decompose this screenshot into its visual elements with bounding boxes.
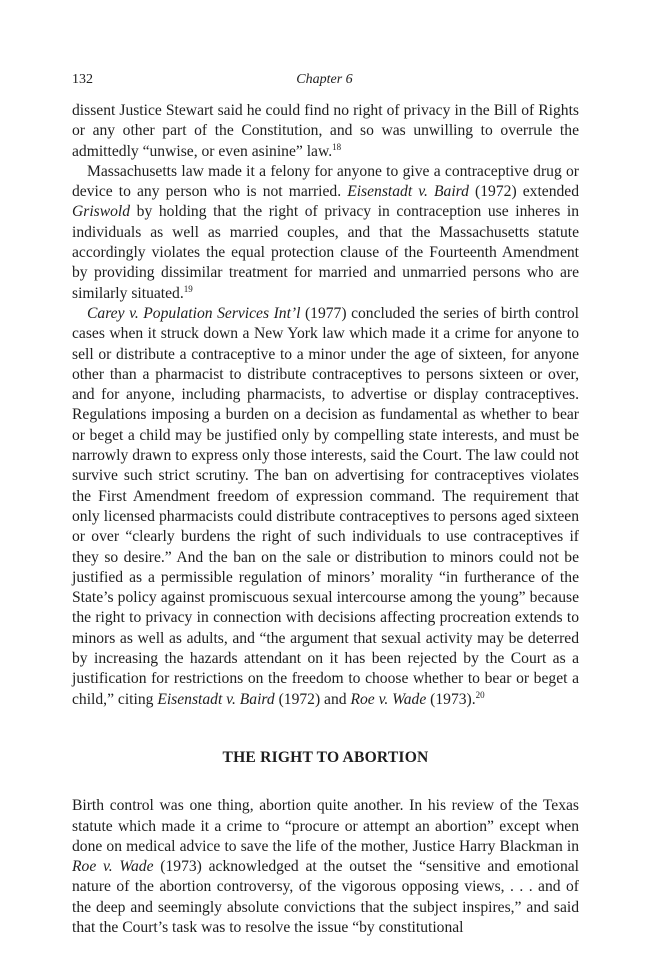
section-heading: THE RIGHT TO ABORTION xyxy=(222,748,429,766)
case-name: Roe v. Wade xyxy=(72,858,154,876)
case-name: Griswold xyxy=(72,203,131,221)
case-name: Carey v. Population Services Int’l xyxy=(87,304,301,322)
case-name: Eisenstadt v. Baird xyxy=(157,690,275,708)
footnote-ref-19: 19 xyxy=(183,283,193,294)
paragraph-carey: Carey v. Population Services Int’l (1977) concluded the series of birth control cases when it struck down a New York law which made it a crime for anyone to sell or distribute a contraceptive to a minor under the age of sixteen, for anyone other than a pharmacist to distribute contraceptives to persons sixteen or over, and for anyone, including pharmacists, to advertise or display contraceptives. Regulations imposing a burden on a decision as fundamental as whether to bear or beget a child may be justified only by compelling state interests, and must be narrowly drawn to express only those interests, said the Court. The law could not survive such strict scrutiny. The ban on advertising for contraceptives violates the First Amendment freedom of expression command. The requirement that only licensed pharmacists could distribute contraceptives to persons aged sixteen or over “clearly burdens the right of such individuals to use contraceptives if they so desire.” And the ban on the sale or distribution to minors could not be justified as a permissible regulation of minors’ morality “in furtherance of the State’s policy against promiscuous sexual intercourse among the young” because the right to privacy in connection with decisions affecting procreation extends to minors as well as adults, and “the argument that sexual activity may be deterred by increasing the hazards attendant on it has been rejected by the Court as a justification for restrictions on the freedom to choose whether to bear or beget a child,” citing Eisenstadt v. Baird (1972) and Roe v. Wade (1973).$^{20}$ xyxy=(72,304,580,708)
paragraph-dissent: dissent Justice Stewart said he could find no right of privacy in the Bill of Rights or any other part of the Constitution, and so was unwilling to overrule the admittedly “unwise, or even asinine” law.$^{18}$ xyxy=(72,102,579,160)
page-number: 132 xyxy=(72,72,93,87)
running-head xyxy=(72,70,577,90)
body-text xyxy=(72,101,579,938)
chapter-label: Chapter 6 xyxy=(296,72,353,87)
footnote-ref-18: 18 xyxy=(332,141,342,152)
paragraph-abortion: Birth control was one thing, abortion quite another. In his review of the Texas statute which made it a crime to “procure or attempt an abortion” except when done on medical advice to save the life of the mother, Justice Harry Blackman in Roe v. Wade (1973) acknowledged at the outset the “sensitive and emotional nature of the abortion controversy, of the vigorous opposing views, . . . and of the deep and seemingly absolute convictions that the subject inspires,” and said that the Court’s task was to resolve the issue “by constitutional xyxy=(72,797,579,936)
paragraph-eisenstadt: Massachusetts law made it a felony for anyone to give a contraceptive drug or device to any person who is not married. Eisenstadt v. Baird (1972) extended Griswold by holding that the right of privacy in contraception use inheres in individuals as well as married couples, and that the Massachusetts statute accordingly violates the equal protection clause of the Fourteenth Amendment by providing dissimilar treatment for married and unmarried persons who are similarly situated.$^{19}$ xyxy=(72,162,580,302)
footnote-ref-20: 20 xyxy=(475,689,485,700)
case-name: Roe v. Wade xyxy=(350,690,427,708)
case-name: Eisenstadt v. Baird xyxy=(347,183,469,201)
